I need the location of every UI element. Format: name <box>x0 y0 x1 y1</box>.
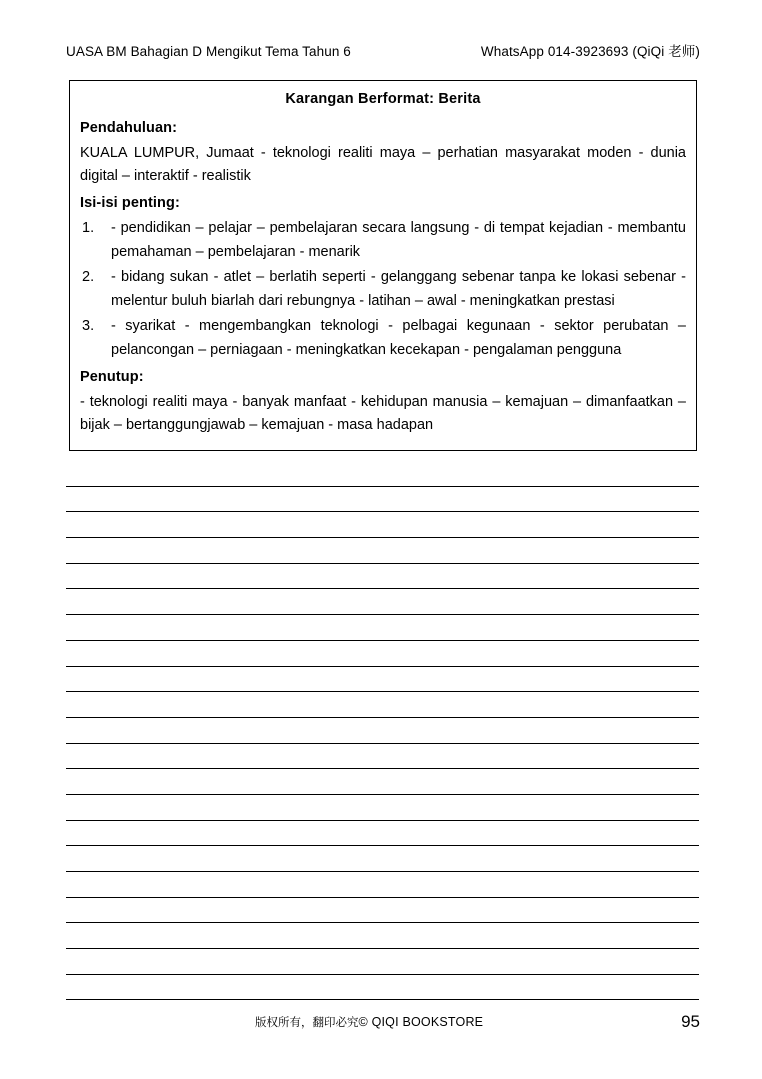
writing-rule-line[interactable] <box>66 923 699 949</box>
essay-guide-box <box>69 80 697 451</box>
penutup-label: Penutup: <box>80 369 144 386</box>
point-number: 3. <box>82 318 95 335</box>
header-contact-right: WhatsApp 014-3923693 (QiQi 老师) <box>480 44 700 59</box>
writing-rule-line[interactable] <box>66 744 699 770</box>
point-text: - bidang sukan - atlet – berlatih seperti - gelanggang sebenar tanpa ke lokasi sebenar - melentur buluh biarlah dari rebungnya - latihan – awal - meningkatkan prestasi <box>111 269 686 309</box>
isi-isi-penting-label: Isi-isi penting: <box>80 194 180 211</box>
writing-rule-line[interactable] <box>66 692 699 718</box>
isi-points-list <box>80 217 686 362</box>
copyright-notice <box>255 1014 483 1030</box>
writing-rule-line[interactable] <box>66 461 699 487</box>
penutup-section <box>80 366 686 437</box>
page-number: 95 <box>681 1012 700 1031</box>
writing-rule-line[interactable] <box>66 769 699 795</box>
writing-rule-line[interactable] <box>66 975 699 1001</box>
writing-rule-line[interactable] <box>66 949 699 975</box>
writing-rule-line[interactable] <box>66 512 699 538</box>
point-text: - pendidikan – pelajar – pembelajaran secara langsung - di tempat kejadian - membantu pemahaman – pembelajaran - menarik <box>111 220 686 260</box>
writing-rule-line[interactable] <box>66 821 699 847</box>
list-item <box>80 266 686 313</box>
page-header <box>66 40 700 62</box>
writing-rule-line[interactable] <box>66 846 699 872</box>
writing-rule-line[interactable] <box>66 615 699 641</box>
penutup-text: - teknologi realiti maya - banyak manfaat - kehidupan manusia – kemajuan – dimanfaatkan – bijak – bertanggungjawab – kemajuan - masa hadapan <box>80 393 686 434</box>
writing-rule-line[interactable] <box>66 564 699 590</box>
writing-rule-line[interactable] <box>66 667 699 693</box>
copyright-brand-text: © QIQI BOOKSTORE <box>358 1015 484 1029</box>
writing-rule-line[interactable] <box>66 641 699 667</box>
list-item <box>80 315 686 362</box>
writing-rule-line[interactable] <box>66 589 699 615</box>
writing-rule-line[interactable] <box>66 487 699 513</box>
pendahuluan-label: Pendahuluan: <box>80 120 178 137</box>
writing-rule-line[interactable] <box>66 872 699 898</box>
writing-rule-line[interactable] <box>66 795 699 821</box>
point-number: 1. <box>82 220 95 237</box>
pendahuluan-text: KUALA LUMPUR, Jumaat - teknologi realiti maya – perhatian masyarakat moden - dunia digital – interaktif - realistik <box>80 144 686 185</box>
list-item <box>80 217 686 264</box>
copyright-chinese-text: 版权所有，翻印必究 <box>255 1015 359 1029</box>
writing-rule-line[interactable] <box>66 718 699 744</box>
writing-rule-line[interactable] <box>66 898 699 924</box>
point-text: - syarikat - mengembangkan teknologi - pelbagai kegunaan - sektor perubatan – pelancongan – perniagaan - meningkatkan kecekapan - pengalaman pengguna <box>111 318 686 358</box>
answer-writing-area[interactable] <box>66 461 699 1000</box>
header-title-left: UASA BM Bahagian D Mengikut Tema Tahun 6 <box>66 44 351 59</box>
guide-box-title: Karangan Berformat: Berita <box>285 91 481 107</box>
point-number: 2. <box>82 269 95 286</box>
page-footer <box>66 1012 700 1036</box>
writing-rule-line[interactable] <box>66 538 699 564</box>
